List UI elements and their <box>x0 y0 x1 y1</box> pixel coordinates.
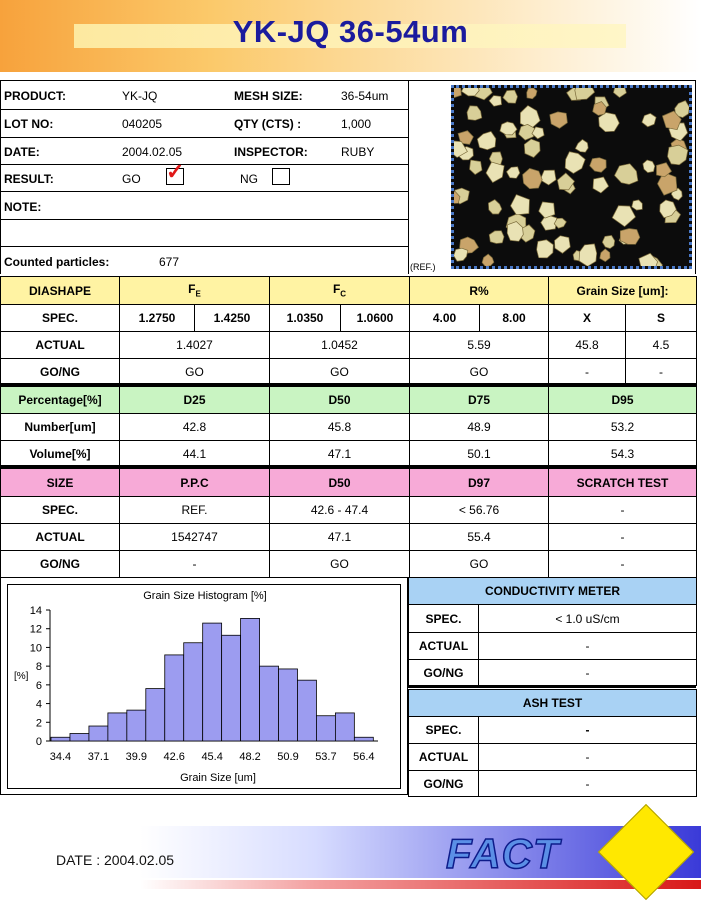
product-label: PRODUCT: <box>4 89 66 103</box>
product-value: YK-JQ <box>122 89 158 103</box>
inspector-label: INSPECTOR: <box>234 145 308 159</box>
table-cell: - <box>549 551 697 578</box>
crystal-particle <box>668 145 688 165</box>
crystal-particle <box>639 253 658 266</box>
histogram-bar <box>297 680 316 741</box>
page-title: YK-JQ 36-54um <box>232 14 469 49</box>
x-tick-label: 48.2 <box>239 751 261 763</box>
crystal-particle <box>507 167 520 179</box>
actual-label: ACTUAL <box>1 524 120 551</box>
crystal-particle <box>632 200 643 210</box>
crystal-particle <box>613 88 626 98</box>
size-header: SIZE <box>1 469 120 497</box>
counted-particles-value: 677 <box>159 255 180 269</box>
particle-photo <box>451 85 692 269</box>
spec-label: SPEC. <box>1 497 120 524</box>
footer-stripe <box>0 880 701 889</box>
volume-label: Volume[%] <box>1 441 120 468</box>
histogram-chart <box>8 585 402 790</box>
actual-label: ACTUAL <box>1 332 120 359</box>
scratch-test-header: SCRATCH TEST <box>549 469 697 497</box>
percentage-table <box>0 386 697 468</box>
crystal-particle <box>519 124 535 140</box>
qty-value: 1,000 <box>341 117 372 131</box>
d75-header: D75 <box>410 387 549 414</box>
crystal-particle <box>537 240 554 258</box>
x-tick-label: 34.4 <box>49 751 72 763</box>
table-cell: - <box>120 551 270 578</box>
crystal-particle <box>642 113 656 126</box>
crystal-particle <box>467 106 482 121</box>
table-cell: 47.1 <box>270 441 410 468</box>
x-tick-label: 53.7 <box>315 751 337 763</box>
spec-label: SPEC. <box>409 717 479 744</box>
crystal-particle <box>620 229 640 245</box>
table-cell: 50.1 <box>410 441 549 468</box>
gong-label: GO/NG <box>409 771 479 797</box>
crystal-particle <box>555 236 571 254</box>
size-table <box>0 468 697 578</box>
x-tick-label: 37.1 <box>87 751 110 763</box>
gong-label: GO/NG <box>1 359 120 386</box>
chart-title: Grain Size Histogram [%] <box>143 590 267 602</box>
crystal-particle <box>488 200 501 214</box>
spec-cell: 4.00 <box>410 305 480 332</box>
d95-header: D95 <box>549 387 697 414</box>
actual-cell: 4.5 <box>626 332 697 359</box>
histogram-bar <box>165 655 184 741</box>
crystal-particle <box>579 244 597 266</box>
x-tick-label: 56.4 <box>353 751 375 763</box>
crystal-particle <box>593 177 609 193</box>
histogram-bar <box>127 710 146 741</box>
table-cell: - <box>479 744 697 771</box>
table-cell: - <box>479 771 697 797</box>
table-cell: 54.3 <box>549 441 697 468</box>
x-tick-label: 50.9 <box>277 751 299 763</box>
actual-cell: 1.4027 <box>120 332 270 359</box>
crystal-particle <box>602 235 614 248</box>
x-tick-label: 45.4 <box>201 751 223 763</box>
y-tick-label: 0 <box>35 736 42 748</box>
qty-label: QTY (CTS) : <box>234 117 302 131</box>
conductivity-table <box>408 577 697 686</box>
table-cell: 47.1 <box>270 524 410 551</box>
gong-cell: - <box>549 359 626 386</box>
histogram-bar <box>70 734 89 741</box>
y-tick-label: 14 <box>29 605 42 617</box>
crystal-particle <box>565 152 585 174</box>
table-cell: - <box>479 633 697 660</box>
table-cell: - <box>479 717 697 744</box>
histogram-bar <box>335 713 354 741</box>
lot-value: 040205 <box>122 117 163 131</box>
y-tick-label: 8 <box>35 661 42 674</box>
diashape-table <box>0 276 697 386</box>
histogram-bar <box>51 737 70 741</box>
table-cell: - <box>479 660 697 686</box>
mesh-size-label: MESH SIZE: <box>234 89 303 103</box>
y-tick-label: 6 <box>35 679 42 692</box>
spec-cell: X <box>549 305 626 332</box>
histogram-bar <box>260 666 279 741</box>
note-label: NOTE: <box>4 200 42 214</box>
y-tick-label: 2 <box>35 717 42 730</box>
particle-image <box>454 88 689 266</box>
spec-cell: 8.00 <box>480 305 549 332</box>
spec-cell: 1.2750 <box>120 305 195 332</box>
gong-cell: GO <box>410 359 549 386</box>
histogram-bar <box>146 689 165 741</box>
crystal-particle <box>454 88 461 98</box>
histogram-bar <box>203 623 222 741</box>
check-mark-icon: ✓ <box>166 159 185 184</box>
actual-label: ACTUAL <box>409 633 479 660</box>
actual-label: ACTUAL <box>409 744 479 771</box>
diashape-header: DIASHAPE <box>1 277 120 305</box>
table-cell: < 56.76 <box>410 497 549 524</box>
ash-test-header: ASH TEST <box>409 690 697 717</box>
x-tick-label: 39.9 <box>125 751 148 763</box>
crystal-particle <box>470 160 483 175</box>
percentage-header: Percentage[%] <box>1 387 120 414</box>
table-cell: 44.1 <box>120 441 270 468</box>
y-tick-label: 4 <box>35 698 42 711</box>
histogram-bar <box>184 643 203 741</box>
table-cell: 48.9 <box>410 414 549 441</box>
table-cell: 42.8 <box>120 414 270 441</box>
table-cell: REF. <box>120 497 270 524</box>
fact-logo: FACT <box>446 830 560 877</box>
lot-label: LOT NO: <box>4 117 54 131</box>
number-label: Number[um] <box>1 414 120 441</box>
gong-label: GO/NG <box>1 551 120 578</box>
spec-label: SPEC. <box>409 605 479 633</box>
histogram-bar <box>108 713 127 741</box>
spec-cell: 1.0600 <box>341 305 410 332</box>
x-axis-label: Grain Size [um] <box>180 772 256 784</box>
crystal-particle <box>489 231 504 244</box>
r-percent-header: R% <box>410 277 549 305</box>
crystal-particle <box>486 162 504 183</box>
actual-cell: 45.8 <box>549 332 626 359</box>
crystal-particle <box>520 106 540 129</box>
crystal-particle <box>600 249 610 262</box>
crystal-particle <box>503 90 518 103</box>
histogram-bar <box>89 726 108 741</box>
y-tick-label: 12 <box>29 623 42 636</box>
crystal-particle <box>523 168 543 188</box>
inspector-value: RUBY <box>341 145 375 159</box>
table-cell: 42.6 - 47.4 <box>270 497 410 524</box>
table-cell: GO <box>410 551 549 578</box>
ref-label: (REF.) <box>410 262 436 272</box>
table-cell: 45.8 <box>270 414 410 441</box>
y-tick-label: 10 <box>29 642 42 655</box>
crystal-particle <box>482 254 494 266</box>
x-tick-label: 42.6 <box>163 751 185 763</box>
crystal-particle <box>615 164 638 185</box>
crystal-particle <box>540 170 556 185</box>
histogram-bar <box>222 635 241 741</box>
date-label: DATE: <box>4 145 40 159</box>
crystal-particle <box>590 158 607 173</box>
actual-cell: 1.0452 <box>270 332 410 359</box>
crystal-particle <box>511 195 530 215</box>
table-cell: 53.2 <box>549 414 697 441</box>
histogram-bar <box>316 716 335 741</box>
spec-cell: 1.0350 <box>270 305 341 332</box>
crystal-particle <box>527 88 537 99</box>
crystal-particle <box>477 131 496 149</box>
gong-cell: - <box>626 359 697 386</box>
counted-particles-label: Counted particles: <box>4 255 110 269</box>
actual-cell: 5.59 <box>410 332 549 359</box>
result-label: RESULT: <box>4 172 54 186</box>
info-divider <box>408 80 409 274</box>
d25-header: D25 <box>120 387 270 414</box>
grain-size-header: Grain Size [um]: <box>549 277 697 305</box>
date-value: 2004.02.05 <box>122 145 183 159</box>
crystal-particle <box>550 112 568 128</box>
go-label: GO <box>122 172 141 186</box>
table-cell: < 1.0 uS/cm <box>479 605 697 633</box>
table-cell: 55.4 <box>410 524 549 551</box>
table-cell: - <box>549 497 697 524</box>
d50-header: D50 <box>270 387 410 414</box>
histogram-bar <box>354 737 373 741</box>
crystal-particle <box>539 202 555 218</box>
crystal-particle <box>575 88 595 100</box>
spec-cell: 1.4250 <box>195 305 270 332</box>
table-cell: 1542747 <box>120 524 270 551</box>
histogram-bar <box>241 618 260 741</box>
crystal-particle <box>599 113 620 132</box>
crystal-particle <box>643 160 655 173</box>
ng-checkbox[interactable] <box>272 168 290 185</box>
ash-test-table <box>408 689 697 797</box>
crystal-particle <box>524 139 540 157</box>
histogram-panel <box>7 584 401 789</box>
crystal-particle <box>489 96 502 107</box>
spec-label: SPEC. <box>1 305 120 332</box>
d50-header: D50 <box>270 469 410 497</box>
table-cell: - <box>549 524 697 551</box>
gong-label: GO/NG <box>409 660 479 686</box>
mesh-size-value: 36-54um <box>341 89 389 103</box>
crystal-particle <box>575 140 588 153</box>
chart-bars <box>51 618 373 741</box>
crystal-particle <box>612 206 635 227</box>
fe-header: $F_E$ <box>120 277 270 305</box>
histogram-bar <box>279 669 298 741</box>
d97-header: D97 <box>410 469 549 497</box>
gong-cell: GO <box>270 359 410 386</box>
ng-label: NG <box>240 172 258 186</box>
crystal-particle <box>454 248 468 261</box>
y-axis-label: [%] <box>14 671 29 682</box>
table-cell: GO <box>270 551 410 578</box>
gong-cell: GO <box>120 359 270 386</box>
ppc-header: P.P.C <box>120 469 270 497</box>
spec-cell: S <box>626 305 697 332</box>
conductivity-header: CONDUCTIVITY METER <box>409 578 697 605</box>
footer-date: DATE : 2004.02.05 <box>56 852 175 868</box>
fc-header: $F_C$ <box>270 277 410 305</box>
